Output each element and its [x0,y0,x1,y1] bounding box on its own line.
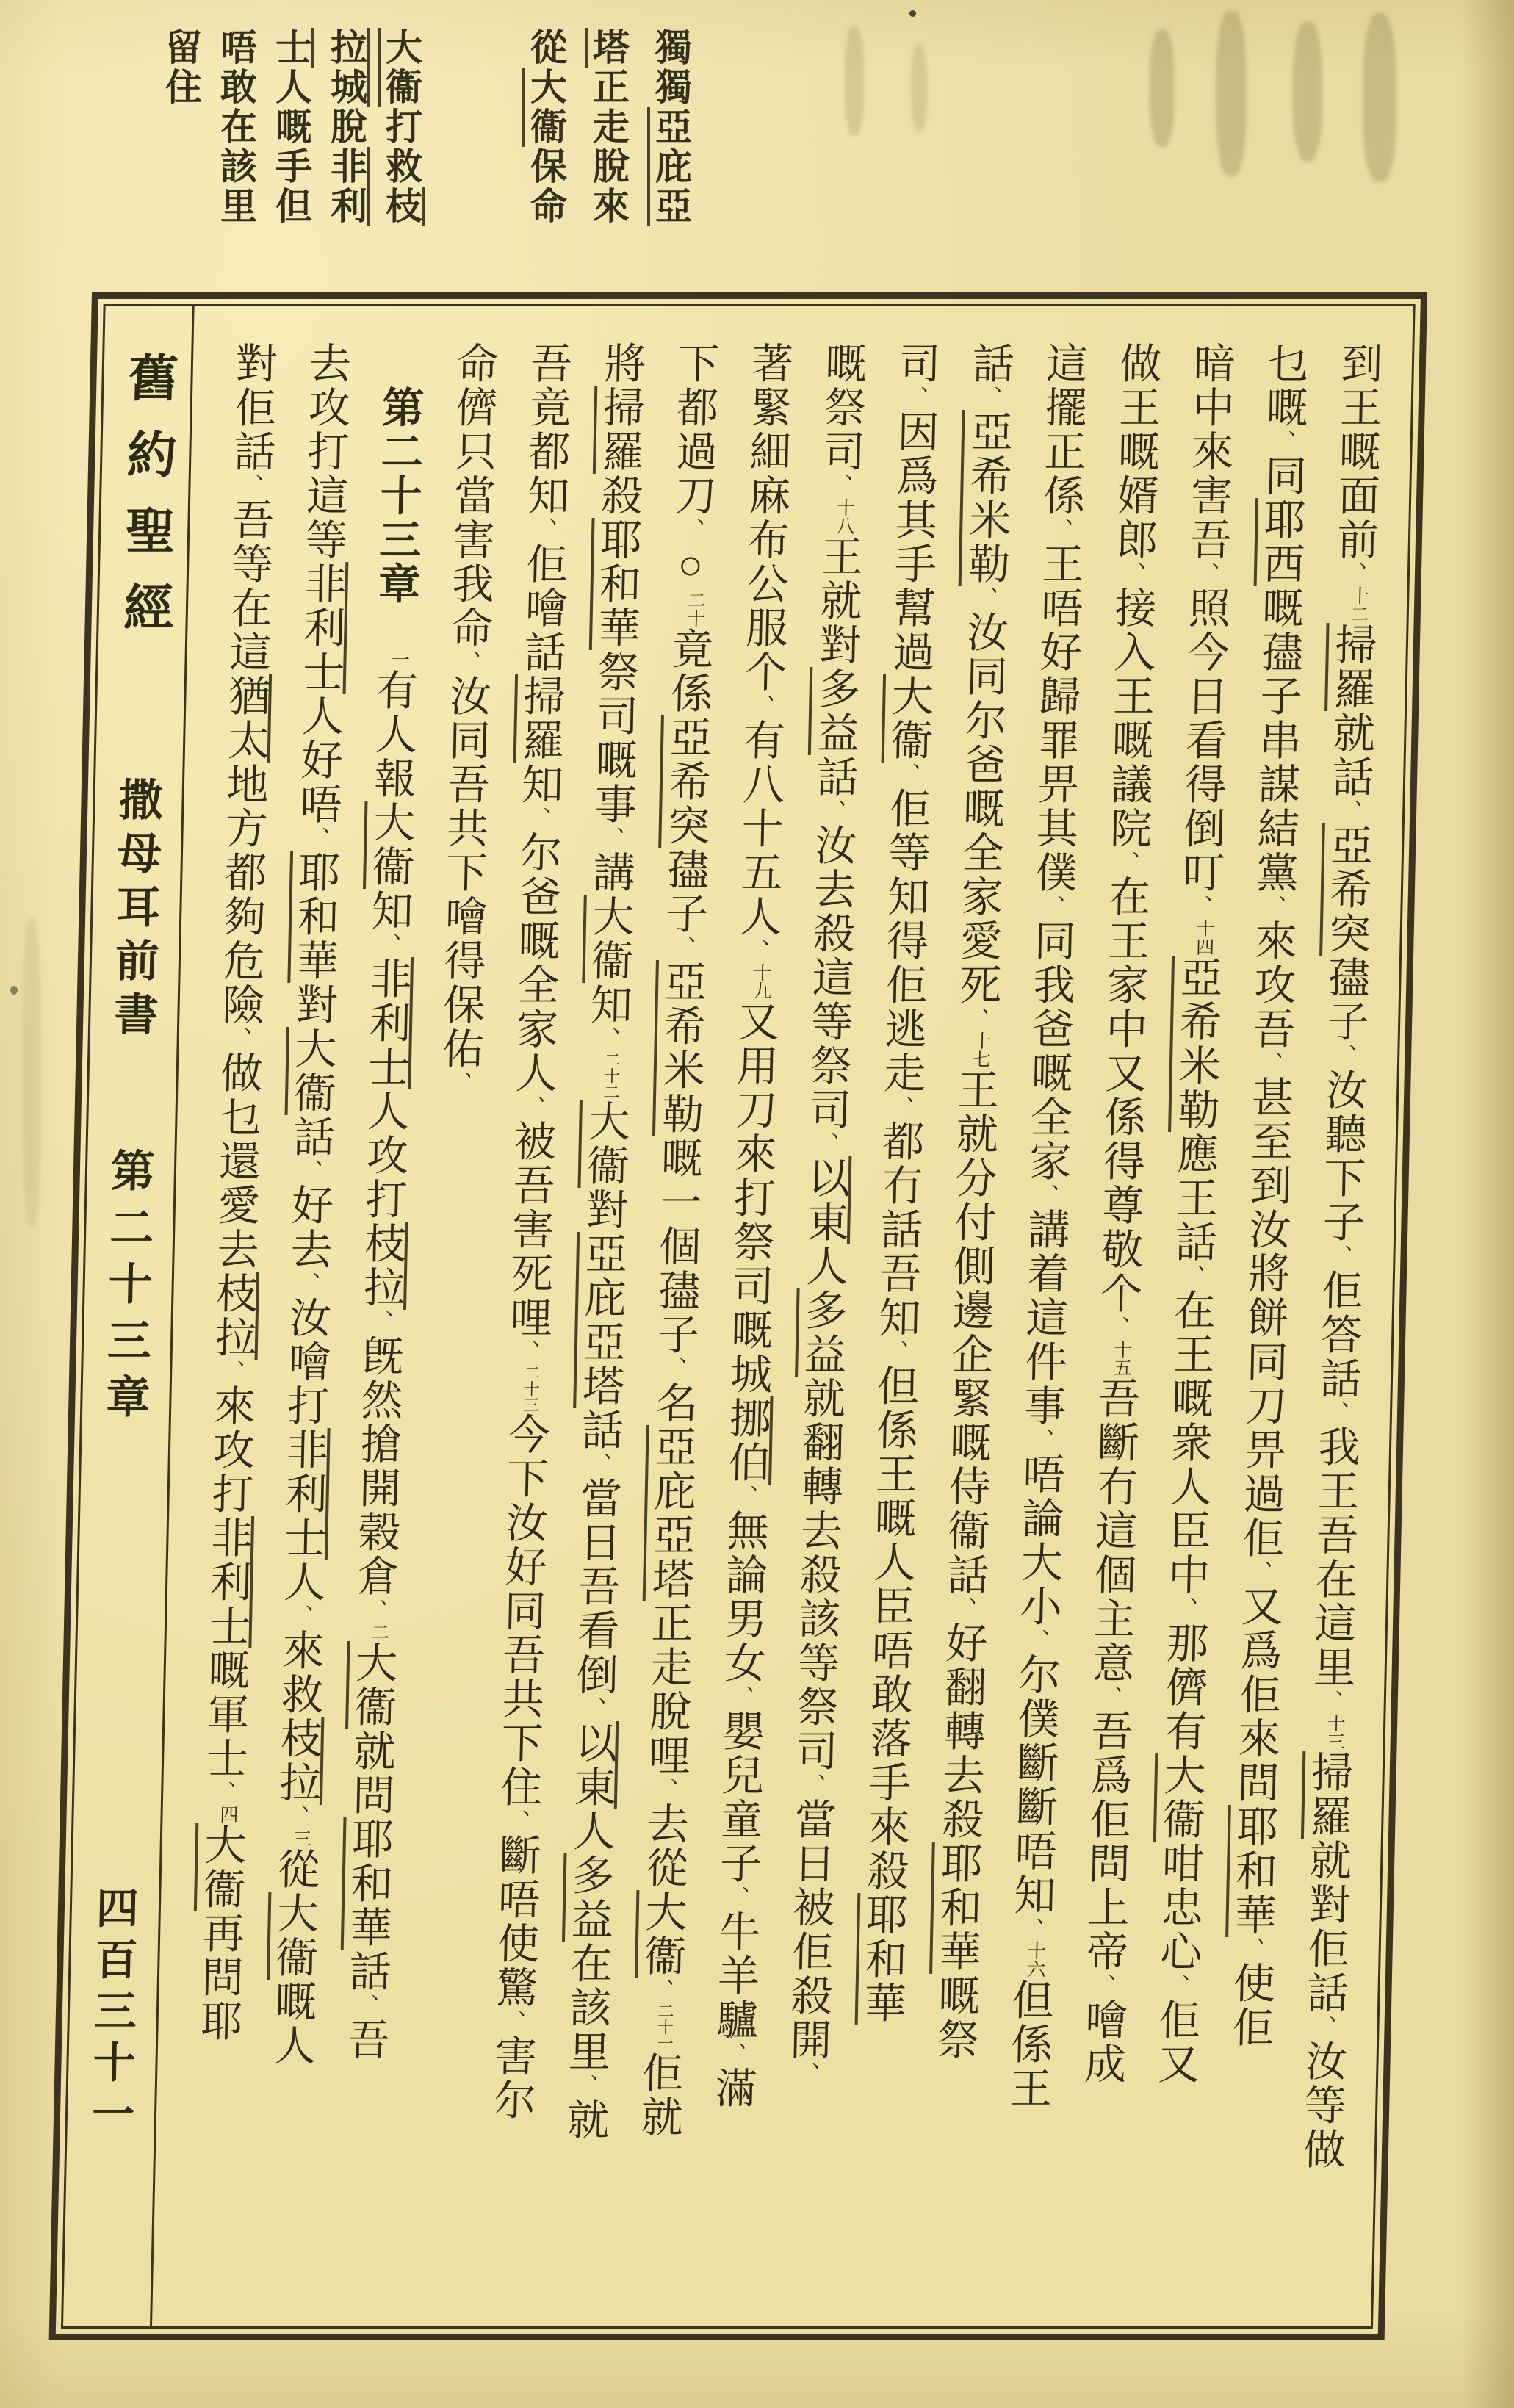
bleed-through [1216,11,1247,176]
punctuation: 、 [720,2042,746,2066]
person-name: 亞希突 [658,715,710,848]
text-run: 正走脫來 [588,68,629,226]
verse-number: 十四 [1193,919,1214,956]
text-run: 、汝同尔爸嘅全家愛死、 [953,586,1008,1031]
text-run: 嘅孻子串謀結黨、來攻吾、甚至到汝將餅同刀畀過佢、又爲佢來問 [1230,586,1303,1805]
text-run: 話、當日吾看倒、 [569,1408,623,1721]
text-column [373,28,428,226]
text-run: 嘅軍士、 [199,1648,249,1805]
person-name: 大衞 [635,1890,686,1978]
text-run: 這擺正係、王唔好歸罪畀其僕、同我爸嘅全家、講着這件事、唔論大小、尔僕斷斷唔知、 [1007,342,1087,1942]
punctuation: 、 [1335,799,1361,823]
bleed-through [845,26,864,136]
text-run: 脫 [325,107,367,147]
verse-number: 十五 [1111,1340,1132,1377]
punctuation: 、 [732,1485,757,1509]
scripture-text-area [152,306,1413,2326]
text-run: 但係王 [1003,1978,1053,2110]
text-run: 打救 [381,107,422,187]
punctuation: 、 [303,826,329,851]
punctuation: 、 [375,933,400,957]
person-name: 大衞 [378,28,422,107]
person-name: 耶西 [1253,498,1305,586]
text-run: 就問 [346,1729,394,1817]
header-note-right [514,28,702,226]
person-name: 亞庇亞塔 [573,1232,626,1408]
blank-cell [376,342,423,386]
punctuation: 、 [1239,1937,1264,1961]
text-column [318,28,373,226]
text-run: 嘅祭司、 [816,342,866,498]
punctuation: 、 [283,1805,309,1829]
person-name: 亞庇亞塔 [643,1425,696,1601]
person-name: 耶和華 [1225,1805,1277,1937]
text-run: 下都過刀、○ [666,342,718,591]
text-run: 人 [799,1244,847,1288]
person-name: 大衞 [345,1641,397,1729]
text-run: 話、好去、汝噲打 [281,1115,334,1428]
person-name: 掃羅 [1324,623,1376,711]
text-run: 做王嘅婿郎、接入王嘅議院、在王家中又係得尊敬个、 [1093,342,1161,1340]
punctuation: 、 [728,1685,753,1709]
text-run: 在該里、就 [560,1942,611,2142]
verse-number: 二十一 [655,2003,675,2051]
bleed-through [1150,29,1175,147]
main-frame [49,292,1427,2340]
punctuation: 、 [598,826,624,851]
punctuation: 、 [1311,2015,1335,2039]
punctuation: 、 [500,2010,525,2034]
text-run: 孻子、 [659,848,708,960]
text-run: 保命 [525,147,566,226]
text-run: 獨獨 [650,28,691,107]
text-run: 留住 [160,28,201,107]
margin-stain [22,918,41,1227]
person-name: 塔 [585,28,629,68]
place-name: 非利 [325,147,370,226]
punctuation: 、 [1257,1051,1283,1075]
punctuation: 、 [367,1310,392,1334]
page-number: 四百三十一 [84,1886,138,2143]
verse-number: 二十 [684,591,705,627]
text-run: 人嘅手但 [270,68,311,226]
person-name: 亞庇亞 [647,107,691,226]
place-name: 非利士 [278,1428,330,1560]
text-column [263,28,318,226]
text-run: 從 [525,28,566,68]
person-name: 多益 [562,1853,613,1942]
text-run: 著緊細麻布公服个、有八十五人、 [733,342,793,963]
text-run: 王就分付側邊企緊嘅侍衞話、好翻轉去殺 [935,1068,998,1842]
person-name: 掃羅 [593,386,644,474]
text-run: 有人報 [367,668,417,801]
text-run: 吾竟都知、佢噲話 [517,342,572,674]
text-run: 孻子、汝聽下子、佢答話、我王吾在這里、 [1307,956,1369,1714]
punctuation: 、 [1047,518,1073,542]
person-name: 掃羅 [1301,1751,1352,1839]
punctuation: 、 [237,474,263,498]
verse-number: 四 [217,1805,238,1823]
text-run: 對佢話、吾等在這 [223,342,276,674]
person-name: 多益 [795,1288,846,1377]
punctuation: 、 [585,1452,610,1477]
text-run: 又用刀來打祭司嘅城 [724,1000,779,1396]
text-run: 去攻打這等 [298,342,350,562]
punctuation: 、 [1114,851,1139,875]
section-title: 撒母耳前書 [107,776,162,1045]
person-name: 耶和華 [287,851,339,983]
text-run: 今下汝好同吾共下住、斷唔使驚、害尔 [487,1413,549,2122]
place-name: 枝 [381,187,425,226]
punctuation: 、 [1193,562,1219,586]
punctuation: 、 [661,1357,686,1381]
text-run: 將 [597,342,645,386]
punctuation: 、 [353,1994,378,2018]
punctuation: 、 [295,1272,320,1296]
text-run: 話、 [965,342,1014,410]
person-name: 亞希突 [1319,823,1371,956]
punctuation: 、 [1178,1264,1204,1288]
text-run: 吾斷冇這個主意、吾爲佢問上帝、噲成 [1077,1377,1139,2086]
punctuation: 、 [648,1978,674,2003]
punctuation: 、 [361,1598,386,1623]
person-name: 亞希米勒 [652,960,705,1136]
punctuation: 、 [882,1340,908,1364]
punctuation: 、 [670,936,695,960]
verse-number: 二十二 [601,1051,621,1100]
place-name: 非利士 [296,562,348,694]
punctuation: 、 [1120,562,1145,586]
ink-speck [10,986,18,995]
verse-number: 十七 [970,1031,991,1068]
punctuation: 、 [976,386,1001,410]
circle-divider: ○ [666,542,715,591]
verse-number: 十九 [750,963,771,1000]
punctuation: 、 [580,1697,605,1721]
text-run: 命儕只當害我命、汝同吾共下噲得保佑、 [436,342,497,1095]
text-run: 咁忠心、佢又 [1151,1842,1203,2086]
text-run: 就翻轉去殺該等祭司、當日被佢殺開、 [783,1377,844,2086]
text-run: 竟係 [664,627,713,715]
punctuation: 、 [1096,1685,1122,1709]
bleed-through [1363,13,1396,182]
text-run: 話、汝去殺這等祭司、 [802,755,857,1156]
blank-cell [371,606,418,650]
text-run: 對 [289,983,336,1027]
text-run: 知、 [583,983,632,1051]
place-name: 非利士 [203,1516,255,1648]
punctuation: 、 [1028,1428,1053,1452]
bleed-through [911,44,927,132]
punctuation: 、 [951,1597,976,1621]
text-run: 乜嘅、同 [1258,342,1308,498]
punctuation: 、 [519,1095,544,1120]
verse-number: 二十三 [521,1364,541,1413]
person-name: 大衞 [582,895,633,983]
text-run: 人 [566,1809,614,1853]
punctuation: 、 [1260,895,1286,919]
text-run [637,1978,684,2003]
punctuation: 、 [813,1132,838,1156]
punctuation: 、 [525,807,550,831]
text-run: 佢就 [634,2051,683,2139]
person-name: 亞希米勒 [959,410,1012,586]
text-run: 、無論男女、嬰兒童子、牛羊驢、滿 [708,1485,768,2110]
person-name: 大衞 [194,1823,245,1911]
text-run: 對 [580,1188,627,1232]
place-name: 士 [270,28,314,68]
punctuation: 、 [1023,1629,1049,1653]
text-run: 再問耶 [194,1911,244,2044]
text-run: 祭司嘅事、講 [586,650,638,895]
text-column [514,28,577,226]
punctuation: 、 [1317,1690,1343,1714]
book-title: 舊約聖經 [115,352,179,657]
punctuation: 、 [902,386,928,410]
text-run: 唔敢在該里 [215,28,256,226]
verse-number: 十六 [1024,1942,1045,1978]
place-name: 以東 [568,1721,619,1809]
text-run: 、旣然搶開榖倉、 [350,1310,403,1623]
punctuation: 、 [210,1781,235,1805]
text-run: 話、吾 [341,1950,390,2062]
place-name: 挪伯 [722,1396,774,1485]
punctuation: 、 [1327,1244,1352,1269]
text-run: 嘅人 [267,1980,316,2068]
text-run: 王就對 [812,535,862,667]
place-name: 枝拉 [357,1222,408,1310]
inner-border [61,304,1416,2329]
punctuation: 、 [826,474,852,498]
punctuation: 、 [1172,1597,1197,1621]
text-run: 、使佢 [1225,1937,1275,2050]
punctuation: 、 [594,1027,619,1051]
person-name: 大衞 [577,1100,629,1188]
punctuation: 、 [1033,1183,1059,1208]
text-run: 人攻打 [358,1089,408,1222]
person-name: 亞希米勒 [1168,956,1221,1132]
punctuation: 、 [226,1027,251,1051]
punctuation: 、 [820,799,846,823]
person-name: 耶和華 [929,1842,981,1974]
text-run: 就話、 [1325,711,1374,823]
punctuation: 、 [1104,1316,1129,1340]
punctuation: 、 [749,694,774,718]
punctuation: 、 [724,1886,749,1910]
place-name: 枝拉 [209,1272,260,1360]
ink-speck [909,10,916,17]
verse-number: 一 [389,650,409,668]
text-column [208,28,263,226]
text-run: 人好唔、 [293,694,343,851]
punctuation: 、 [514,1340,539,1364]
punctuation: 、 [972,586,998,610]
punctuation: 、 [1330,1044,1356,1068]
punctuation: 、 [1164,1974,1189,1998]
bleed-through [1293,22,1322,162]
punctuation: 、 [297,1159,322,1183]
person-name: 大衞 [882,674,933,763]
punctuation: 、 [1246,1560,1272,1585]
verse-number: 十八 [833,498,854,535]
punctuation: 、 [1090,1974,1116,1998]
text-column [577,28,639,226]
text-run: 司、因爲其手幫過 [886,342,940,674]
text-run: 、來攻打 [205,1360,255,1516]
text-run: 正走脫哩、去從 [639,1601,692,1890]
text-run: 地方都夠危險、做乜還愛去 [210,763,267,1272]
person-name: 掃羅 [513,674,564,763]
person-name: 大衞 [522,68,566,147]
text-run [273,1805,320,1829]
text-run: 到王嘅面前、 [1330,342,1382,586]
punctuation: 、 [895,763,920,787]
verse-number: 三 [290,1829,311,1848]
punctuation: 、 [455,650,480,674]
punctuation: 、 [287,1604,313,1629]
punctuation: 、 [446,1071,472,1095]
punctuation: 、 [1341,562,1366,586]
header-note-left [153,28,428,226]
text-run: 暗中來害吾、照今日看得倒叮、 [1176,342,1234,919]
text-column [153,28,208,226]
person-name: 大衞 [1153,1753,1205,1842]
punctuation: 、 [793,2062,819,2086]
text-run: 嘅一個孻子、名 [649,1136,702,1425]
text-run: 知、 [364,889,412,957]
person-name: 耶和華 [341,1817,393,1950]
chapter-heading: 第二十三章 [371,386,423,606]
punctuation: 、 [504,1809,530,1834]
punctuation: 、 [963,1007,989,1031]
punctuation: 、 [679,518,704,542]
person-name: 大衞 [363,801,414,889]
punctuation: 、 [531,518,557,542]
place-name: 以東 [801,1156,852,1244]
punctuation: 、 [1186,895,1212,919]
punctuation: 、 [572,2074,598,2098]
place-name: 非利士 [361,957,414,1089]
person-name: 耶和華 [855,1893,907,2025]
text-run: 就對佢話、汝等做 [1297,1839,1350,2171]
person-name: 大衞 [284,1027,336,1115]
text-column [639,28,702,226]
verse-number: 二 [368,1623,389,1641]
chapter-label: 第二十三章 [99,1147,154,1430]
text-run: 知、尔爸嘅全家人、被吾害死哩、 [503,763,563,1364]
punctuation: 、 [219,1360,244,1384]
person-name: 大衞 [267,1892,318,1980]
punctuation: 、 [799,1773,825,1798]
punctuation: 、 [1270,430,1295,454]
text-run: 殺 [594,474,642,518]
punctuation: 、 [652,1778,677,1802]
text-run: 應王話、在王嘅衆人臣中、那儕有 [1158,1132,1218,1753]
punctuation: 、 [743,939,769,963]
text-run: 從 [271,1848,319,1892]
verse-number: 十二 [1347,586,1369,623]
punctuation: 、 [1017,1917,1043,1942]
text-run: 人、來救 [275,1560,325,1717]
text-run: 嘅祭 [930,1974,979,2062]
punctuation: 、 [887,1095,913,1120]
person-name: 耶和華 [589,518,641,650]
verse-number: 十三 [1324,1714,1345,1751]
person-name: 多益 [808,667,859,755]
text-run: 、佢等知得佢逃走、都冇話吾知、但係王嘅人臣唔敢落手來殺 [860,763,931,1893]
punctuation: 、 [1323,1401,1349,1425]
place-name: 猶太 [221,674,273,763]
place-name: 枝拉 [273,1717,324,1805]
place-name: 拉城 [325,28,370,107]
punctuation: 、 [1039,895,1064,919]
